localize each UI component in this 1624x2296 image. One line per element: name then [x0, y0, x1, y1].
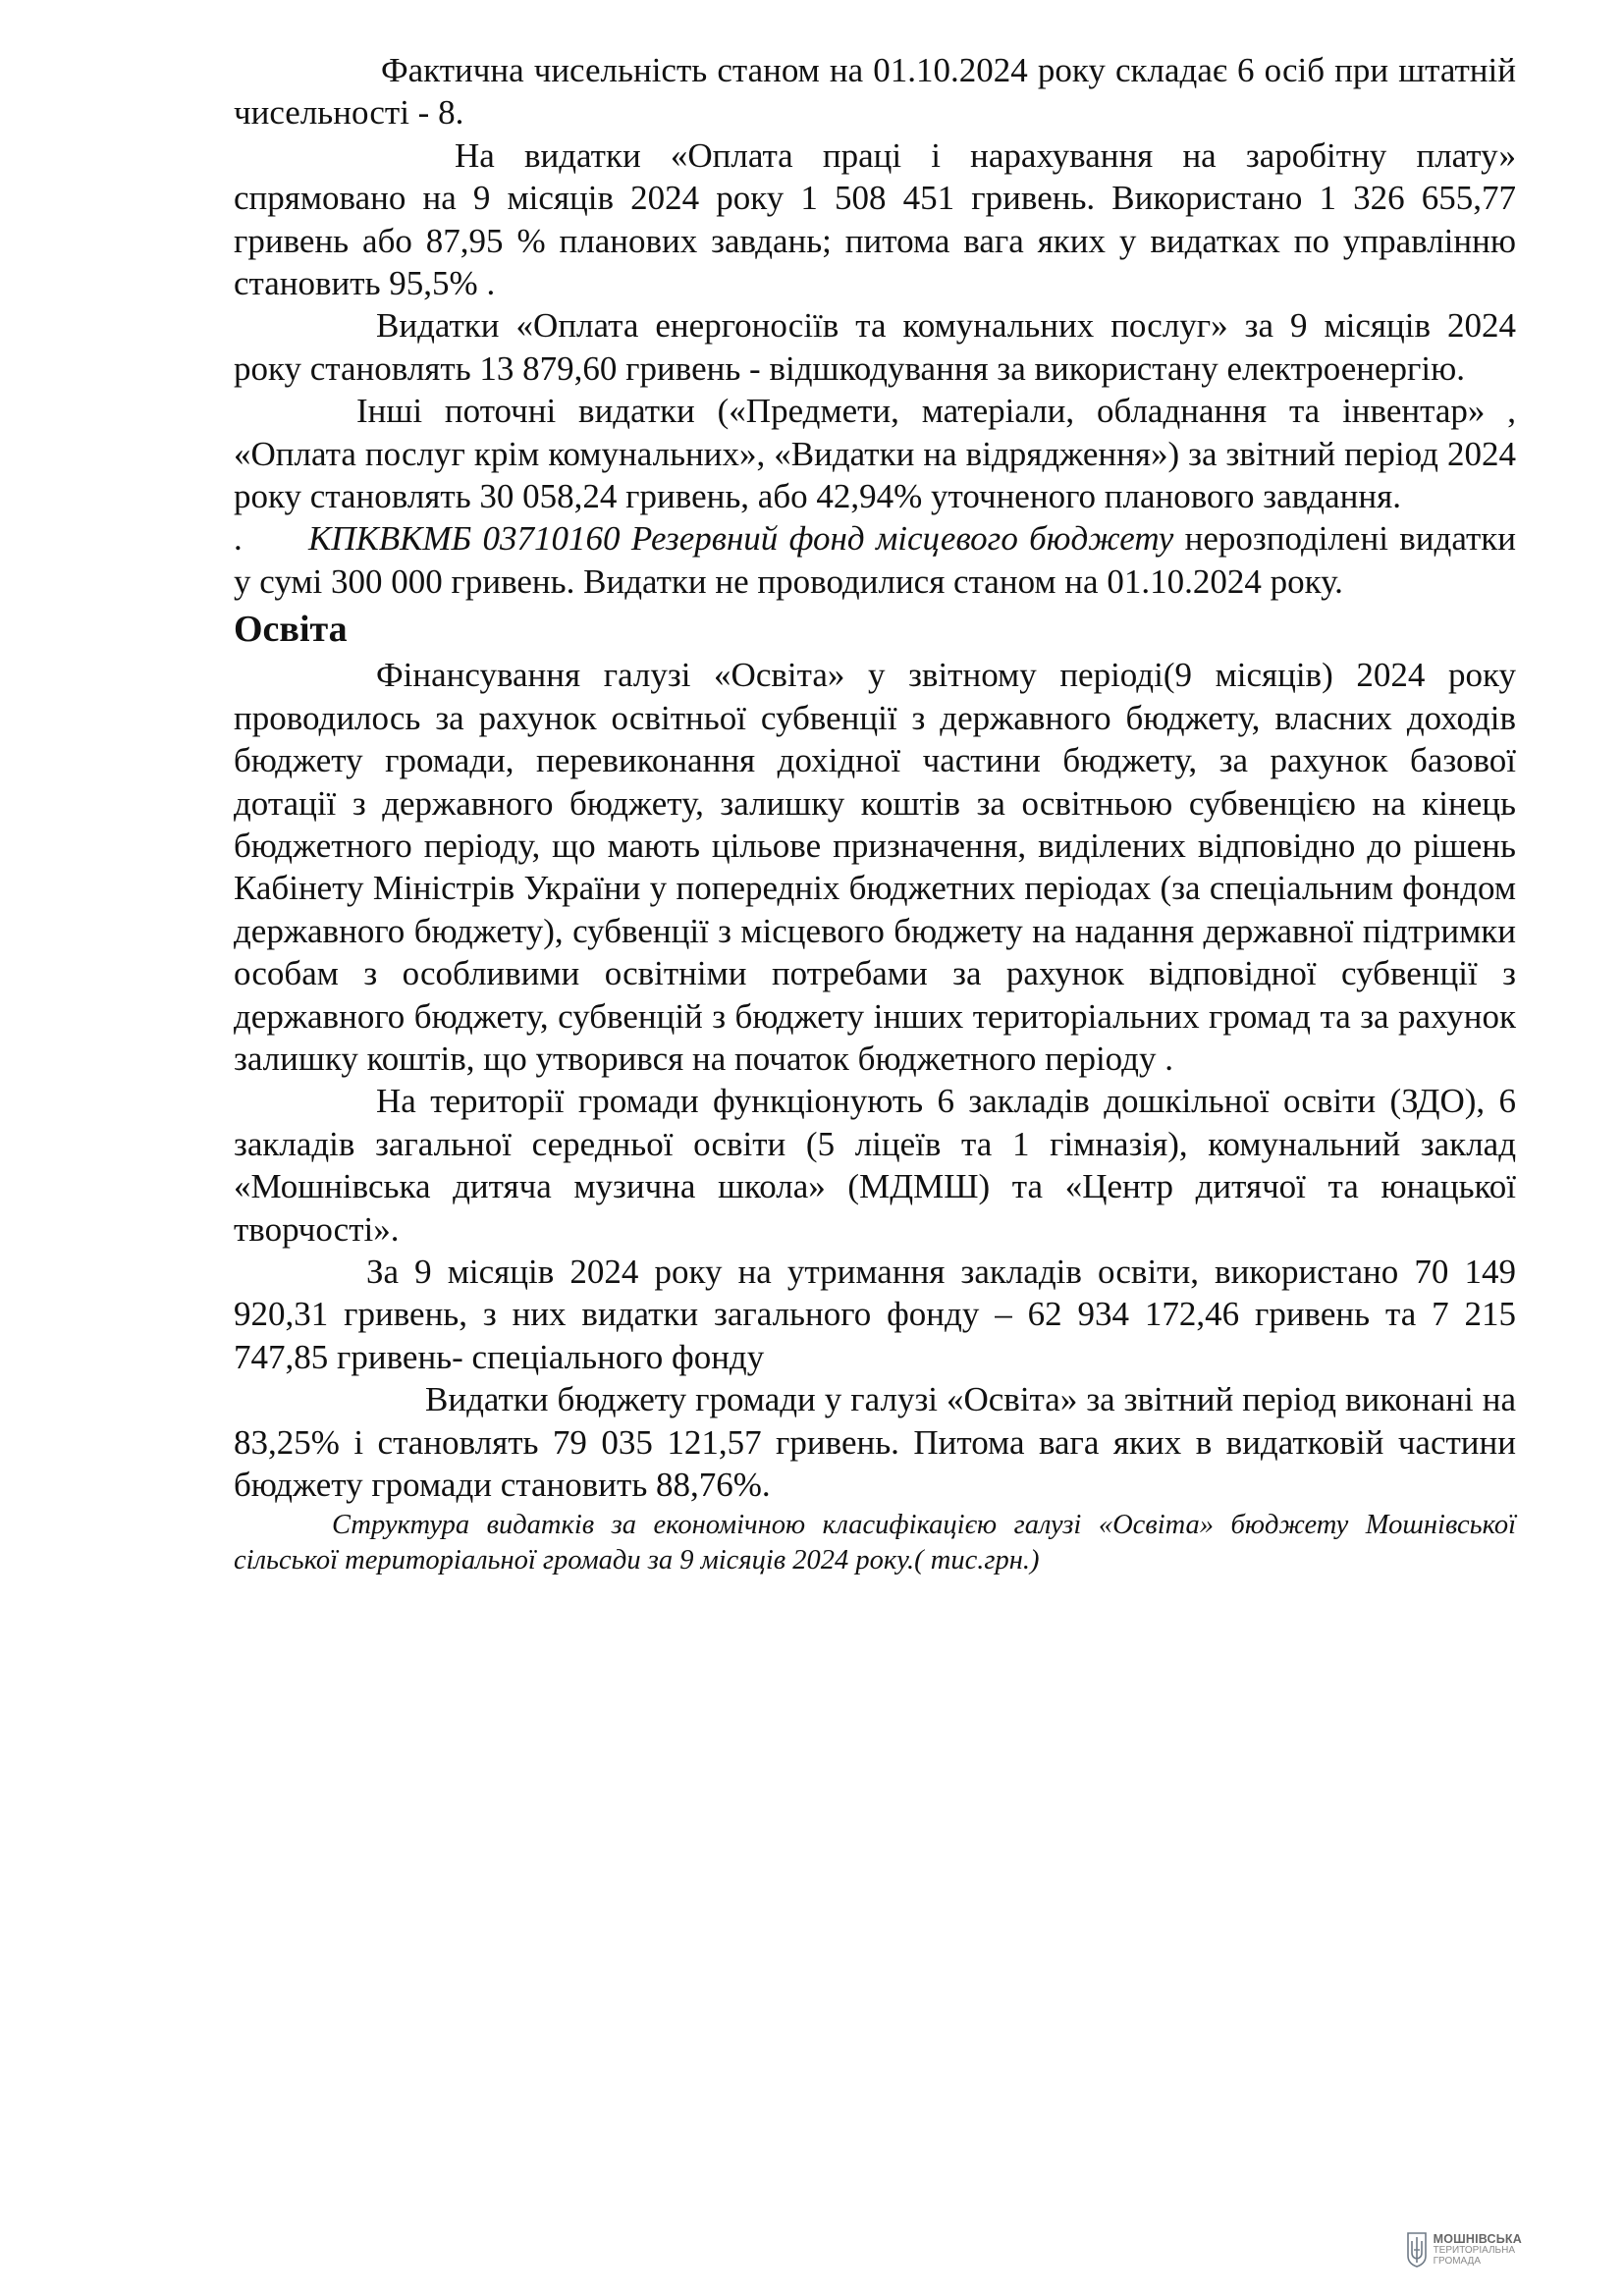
education-financing-paragraph: Фінансування галузі «Освіта» у звітному періоді(9 місяців) 2024 року проводилось за рахунок освітньої субвенції з державного бюджету, власних доходів бюджету громади, перевиконання дохідної частини бюджету, за рахунок базової дотації з державного бюджету, залишку коштів за освітньою субвенцією на кінець бюджетного періоду, що мають цільове призначення, виділених відповідно до рішень Кабінету Міністрів України у попередніх бюджетних періодах (за спеціальним фондом державного бюджету), субвенції з місцевого бюджету на надання державної підтримки особам з особливими освітніми потребами за рахунок відповідної субвенції з державного бюджету, субвенцій з бюджету інших територіальних громад та за рахунок залишку коштів, що утворився на початок бюджетного періоду . — [234, 656, 1516, 1078]
chart-caption: Структура видатків за економічною класифікацією галузі «Освіта» бюджету Мошнівської сільської територіальної громади за 9 місяців 2024 року.( тис.грн.) — [234, 1510, 1516, 1576]
section-heading-education: Освіта — [234, 609, 348, 651]
community-logo-text — [1433, 2231, 1522, 2267]
trident-emblem-icon — [1407, 2232, 1427, 2268]
reserve-fund-text: нерозподілені видатки у сумі 300 000 гривень. Видатки не проводилися станом на 01.10.2024 року. — [234, 519, 1516, 601]
community-logo — [1407, 2232, 1522, 2268]
reserve-fund-paragraph — [234, 517, 1516, 603]
other-expenses-paragraph: Інші поточні видатки («Предмети, матеріали, обладнання та інвентар» , «Оплата послуг крім комунальних», «Видатки на відрядження») за звітний період 2024 року становлять 30 058,24 гривень, або 42,94% уточненого планового завдання. — [234, 392, 1516, 516]
utilities-expenses-paragraph: Видатки «Оплата енергоносіїв та комунальних послуг» за 9 місяців 2024 року становлять 13 879,60 гривень - відшкодування за використану електроенергію. — [234, 306, 1516, 388]
education-institutions-paragraph: На території громади функціонують 6 закладів дошкільної освіти (ЗДО), 6 закладів загальної середньої освіти (5 ліцеїв та 1 гімназія), комунальний заклад «Мошнівська дитяча музична школа» (МДМШ) та «Центр дитячої та юнацької творчості». — [234, 1082, 1516, 1249]
logo-line-1: МОШНІВСЬКА — [1433, 2231, 1522, 2246]
education-execution-paragraph: Видатки бюджету громади у галузі «Освіта» за звітний період виконані на 83,25% і становлять 79 035 121,57 гривень. Питома вага яких в видатковій частини бюджету громади становить 88,76%. — [234, 1380, 1516, 1504]
reserve-fund-dot: . — [234, 519, 243, 559]
logo-line-3: ГРОМАДА — [1433, 2255, 1481, 2267]
salary-expenses-paragraph: На видатки «Оплата праці і нарахування на заробітну плату» спрямовано на 9 місяців 2024 року 1 508 451 гривень. Використано 1 326 655,77 гривень або 87,95 % планових завдань; питома вага яких у видатках по управлінню становить 95,5% . — [234, 135, 1516, 303]
reserve-fund-code: КПКВКМБ 03710160 Резервний фонд місцевого бюджету — [308, 519, 1174, 559]
logo-line-2: ТЕРИТОРІАЛЬНА — [1433, 2244, 1516, 2256]
education-spending-paragraph: За 9 місяців 2024 року на утримання закладів освіти, використано 70 149 920,31 гривень, з них видатки загального фонду – 62 934 172,46 гривень та 7 215 747,85 гривень- спеціального фонду — [234, 1252, 1516, 1376]
document-body — [234, 49, 1516, 1578]
staff-count-paragraph: Фактична чисельність станом на 01.10.2024 року складає 6 осіб при штатній чисельності - 8. — [234, 51, 1516, 133]
